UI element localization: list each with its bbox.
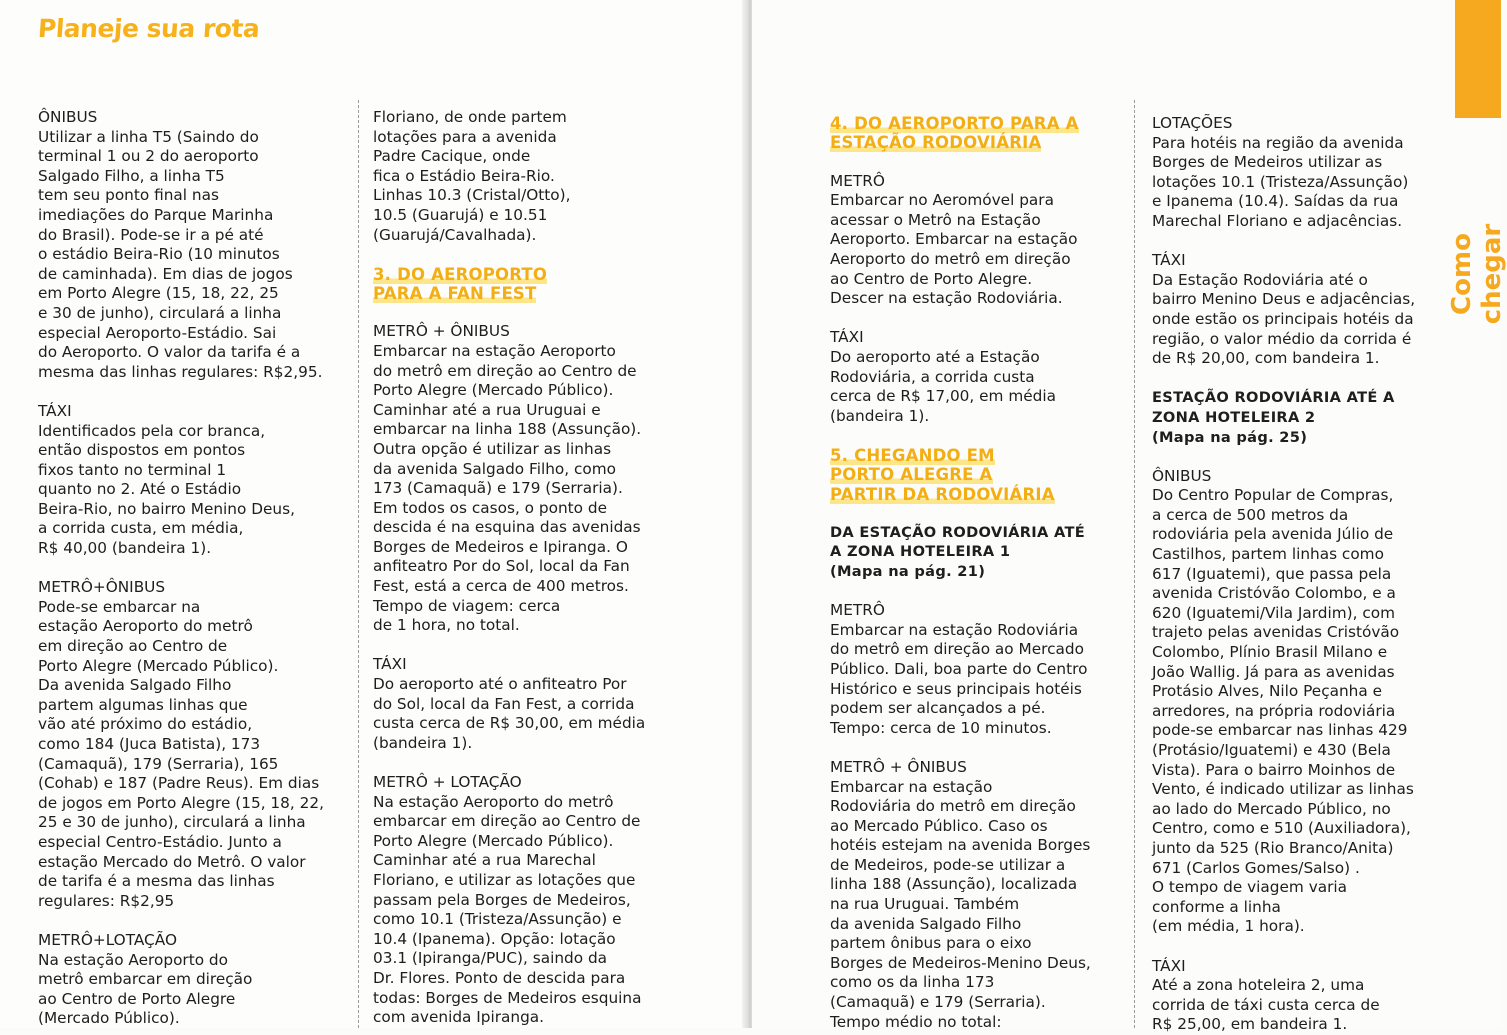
- side-label: [1447, 200, 1507, 325]
- paragraph-lotacoes: LOTAÇÕES Para hotéis na região da avenida Borges de Medeiros utilizar as lotações 10.1 (Tristeza/Assunção) e Ipanema (10.4). Saídas da rua Marechal Floriano e adjacências.: [1152, 114, 1409, 230]
- column-2: [373, 108, 678, 1028]
- column-3: [830, 114, 1140, 1032]
- right-page: [752, 0, 1501, 1034]
- chapter-tab: [1455, 0, 1501, 118]
- subheading-zona-hoteleira-1: DA ESTAÇÃO RODOVIÁRIA ATÉ A ZONA HOTELEIRA 1 (Mapa na pág. 21): [830, 523, 1085, 580]
- column-4: [1152, 114, 1442, 1035]
- paragraph-onibus: ÔNIBUS Do Centro Popular de Compras, a cerca de 500 metros da rodoviária pela avenida Júlio de Castilhos, partem linhas como 617 (Iguatemi), que passa pela avenida Cristóvão Colombo, e a 620 (Iguatemi/Vila Jardim), com trajeto pelas avenidas Cristóvão Colombo, Plínio Brasil Milano e João Wallig. Já para as avenidas Protásio Alves, Nilo Peçanha e arredores, na própria rodoviária pode-se embarcar nas linhas 429 (Protásio/Iguatemi) e 430 (Bela Vista). Para o bairro Moinhos de Vento, é indicado utilizar as linhas ao lado do Mercado Público, no Centro, como e 510 (Auxiliadora), junto da 525 (Rio Branco/Anita) 671 (Carlos Gomes/Salso) . O tempo de viagem varia conforme a linha (em média, 1 hora).: [1152, 466, 1414, 936]
- section-3-heading: 3. DO AEROPORTO PARA A FAN FEST: [373, 264, 548, 304]
- paragraph-continuation: Floriano, de onde partem lotações para a avenida Padre Cacique, onde fica o Estádio Beira-Rio. Linhas 10.3 (Cristal/Otto), 10.5 (Guarujá) e 10.51 (Guarujá/Cavalhada).: [373, 108, 571, 244]
- section-5-heading: 5. CHEGANDO EM PORTO ALEGRE A PARTIR DA RODOVIÁRIA: [830, 445, 1055, 504]
- paragraph-metro-onibus: METRÔ + ÔNIBUS Embarcar na estação Aeroporto do metrô em direção ao Centro de Porto Alegre (Mercado Público). Caminhar até a rua Uruguai e embarcar na linha 188 (Assunção). Outra opção é utilizar as linhas da avenida Salgado Filho, como 173 (Camaquã) e 179 (Serraria). Em todos os casos, o ponto de descida é na esquina das avenidas Borges de Medeiros e Ipiranga. O anfiteatro Por do Sol, local da Fan Fest, está a cerca de 400 metros. Tempo de viagem: cerca de 1 hora, no total.: [373, 322, 642, 635]
- section-4-heading: 4. DO AEROPORTO PARA A ESTAÇÃO RODOVIÁRIA: [830, 114, 1079, 153]
- paragraph-taxi: TÁXI Do aeroporto até o anfiteatro Por do Sol, local da Fan Fest, a corrida custa cerca de R$ 30,00, em média (bandeira 1).: [373, 655, 646, 752]
- paragraph-metro: METRÔ Embarcar no Aeromóvel para acessar o Metrô na Estação Aeroporto. Embarcar na estação Aeroporto do metrô em direção ao Centro de Porto Alegre. Descer na estação Rodoviária.: [830, 171, 1078, 308]
- paragraph-taxi: TÁXI Identificados pela cor branca, então dispostos em pontos fixos tanto no terminal 1 quanto no 2. Até o Estádio Beira-Rio, no bairro Menino Deus, a corrida custa, em média, R$ 40,00 (bandeira 1).: [38, 401, 295, 558]
- paragraph-metro-lotacao: METRÔ+LOTAÇÃO Na estação Aeroporto do metrô embarcar em direção ao Centro de Porto Alegre (Mercado Público).: [38, 930, 253, 1028]
- paragraph-onibus: ÔNIBUS Utilizar a linha T5 (Saindo do terminal 1 ou 2 do aeroporto Salgado Filho, a linha T5 tem seu ponto final nas imediações do Parque Marinha do Brasil). Pode-se ir a pé até o estádio Beira-Rio (10 minutos de caminhada). Em dias de jogos em Porto Alegre (15, 18, 22, 25 e 30 de junho), circulará a linha especial Aeroporto-Estádio. Sai do Aeroporto. O valor da tarifa é a mesma das linhas regulares: R$2,95.: [38, 108, 323, 381]
- page-title: Planeje sua rota: [36, 14, 261, 43]
- paragraph-metro-lotacao: METRÔ + LOTAÇÃO Na estação Aeroporto do metrô embarcar em direção ao Centro de Porto Alegre (Mercado Público). Caminhar até a rua Marechal Floriano, e utilizar as lotações que passam pela Borges de Medeiros, como 10.1 (Tristeza/Assunção) e 10.4 (Ipanema). Opção: lotação 03.1 (Ipiranga/PUC), saindo da Dr. Flores. Ponto de descida para todas: Borges de Medeiros esquina com avenida Ipiranga.: [373, 773, 642, 1027]
- paragraph-metro-onibus: METRÔ + ÔNIBUS Embarcar na estação Rodoviária do metrô em direção ao Mercado Público. Caso os hotéis estejam na avenida Borges de Medeiros, pode-se utilizar a linha 188 (Assunção), localizada na rua Uruguai. Também da avenida Salgado Filho partem ônibus para o eixo Borges de Medeiros-Menino Deus, como os da linha 173 (Camaquã) e 179 (Serraria). Tempo médio no total:: [830, 757, 1091, 1031]
- side-label-text: Como chegar: [1447, 223, 1507, 325]
- paragraph-taxi: TÁXI Até a zona hoteleira 2, uma corrida de táxi custa cerca de R$ 25,00, em bandeira 1.: [1152, 956, 1380, 1034]
- subheading-zona-hoteleira-2: ESTAÇÃO RODOVIÁRIA ATÉ A ZONA HOTELEIRA 2 (Mapa na pág. 25): [1152, 389, 1395, 446]
- paragraph-metro: METRÔ Embarcar na estação Rodoviária do metrô em direção ao Mercado Público. Dali, boa parte do Centro Histórico e seus principais hotéis podem ser alcançados a pé. Tempo: cerca de 10 minutos.: [830, 601, 1088, 737]
- paragraph-taxi: TÁXI Da Estação Rodoviária até o bairro Menino Deus e adjacências, onde estão os principais hotéis da região, o valor médio da corrida é de R$ 20,00, com bandeira 1.: [1152, 251, 1416, 368]
- paragraph-taxi: TÁXI Do aeroporto até a Estação Rodoviária, a corrida custa cerca de R$ 17,00, em média (bandeira 1).: [830, 328, 1056, 425]
- column-1: [38, 108, 343, 1029]
- column-divider: [1134, 100, 1135, 1028]
- left-page: [0, 0, 748, 1028]
- column-divider: [358, 100, 359, 1028]
- paragraph-metro-onibus: METRÔ+ÔNIBUS Pode-se embarcar na estação Aeroporto do metrô em direção ao Centro de Porto Alegre (Mercado Público). Da avenida Salgado Filho partem algumas linhas que vão até próximo do estádio, como 184 (Juca Batista), 173 (Camaquã), 179 (Serraria), 165 (Cohab) e 187 (Padre Reus). Em dias de jogos em Porto Alegre (15, 18, 22, 25 e 30 de junho), circulará a linha especial Centro-Estádio. Junto a estação Mercado do Metrô. O valor de tarifa é a mesma das linhas regulares: R$2,95: [38, 578, 324, 910]
